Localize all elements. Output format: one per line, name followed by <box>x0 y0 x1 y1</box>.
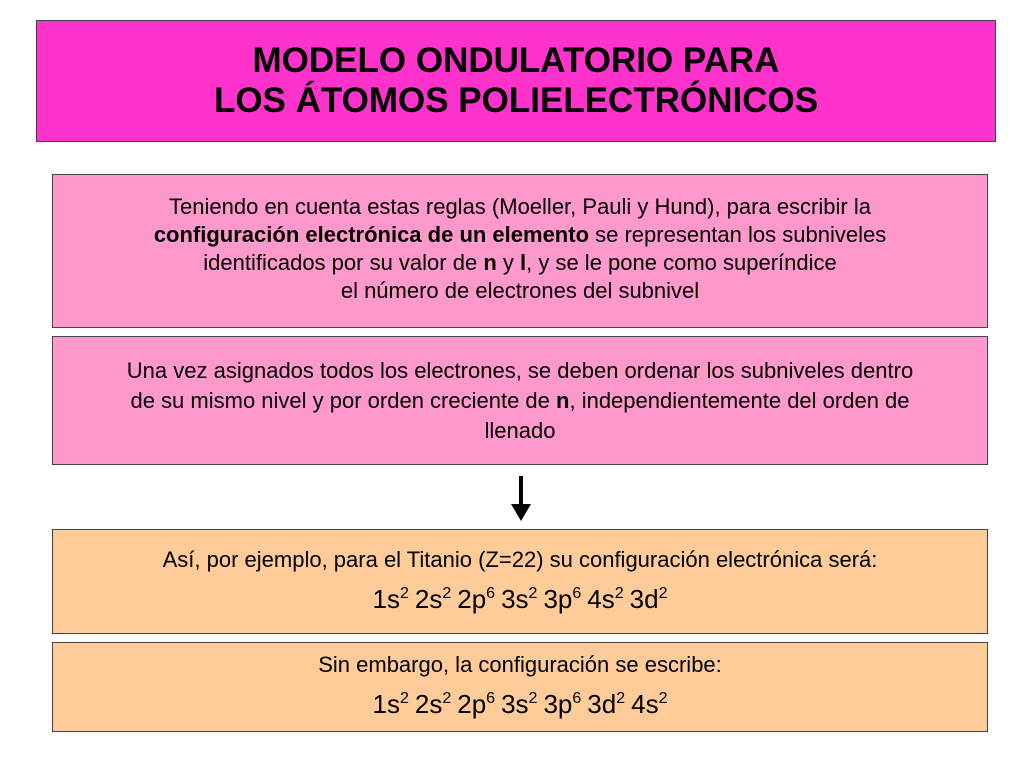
quantum-l: l <box>520 250 527 275</box>
orbital-term <box>543 689 581 719</box>
example-electron-configuration <box>53 584 987 614</box>
orbital-label: 3s <box>501 689 529 719</box>
electron-count: 2 <box>614 585 624 602</box>
rules-line-2 <box>53 221 987 249</box>
orbital-term <box>630 584 668 614</box>
down-arrow-icon <box>508 476 534 522</box>
orbital-label: 4s <box>631 689 659 719</box>
rules-text-3: identificados por su valor de <box>203 250 484 275</box>
rules-bold-term: configuración electrónica de un elemento <box>153 222 590 247</box>
orbital-term <box>501 689 537 719</box>
orbital-term <box>457 584 495 614</box>
title-banner <box>36 20 996 142</box>
orbital-label: 3d <box>587 689 617 719</box>
orbital-term <box>457 689 495 719</box>
electron-count: 2 <box>442 690 452 707</box>
order-text-4: llenado <box>484 418 556 443</box>
title-line-1: MODELO ONDULATORIO PARA <box>252 41 780 80</box>
electron-count: 2 <box>616 690 626 707</box>
order-line-2 <box>53 386 987 416</box>
order-line-3 <box>53 416 987 446</box>
rules-conj: y <box>496 250 520 275</box>
example-text: Así, por ejemplo, para el Titanio (Z=22) su configuración electrónica será: <box>162 547 878 572</box>
rules-line-1 <box>53 193 987 221</box>
orbital-term <box>501 584 537 614</box>
electron-count: 6 <box>486 585 496 602</box>
electron-count: 2 <box>528 585 538 602</box>
orbital-label: 3p <box>543 584 573 614</box>
orbital-label: 1s <box>372 689 400 719</box>
order-text-1: Una vez asignados todos los electrones, se deben ordenar los subniveles dentro <box>126 358 914 383</box>
rules-line-4 <box>53 277 987 305</box>
orbital-term <box>543 584 581 614</box>
quantum-n: n <box>483 250 497 275</box>
orbital-term <box>587 689 625 719</box>
orbital-label: 3p <box>543 689 573 719</box>
electron-count: 2 <box>399 585 409 602</box>
orbital-label: 2p <box>457 689 487 719</box>
rules-text-4: , y se le pone como superíndice <box>526 250 837 275</box>
electron-count: 6 <box>572 690 582 707</box>
orbital-term <box>373 584 409 614</box>
order-paragraph-box <box>52 336 988 465</box>
order-quantum-n: n <box>556 388 570 413</box>
orbital-term <box>373 689 409 719</box>
example-box <box>52 529 988 634</box>
orbital-label: 4s <box>587 584 615 614</box>
rules-text-5: el número de electrones del subnivel <box>340 278 700 303</box>
orbital-term <box>631 689 667 719</box>
orbital-label: 1s <box>372 584 400 614</box>
electron-count: 2 <box>528 690 538 707</box>
electron-count: 2 <box>442 585 452 602</box>
orbital-label: 2s <box>414 584 443 614</box>
electron-count: 2 <box>658 585 668 602</box>
written-electron-configuration <box>53 689 987 719</box>
order-text-2: de su mismo nivel y por orden creciente de <box>130 388 557 413</box>
title-line-2: LOS ÁTOMOS POLIELECTRÓNICOS <box>213 81 819 120</box>
order-text-3: , independientemente del orden de <box>569 388 910 413</box>
electron-count: 6 <box>486 690 496 707</box>
rules-paragraph-box <box>52 174 988 328</box>
electron-count: 2 <box>658 690 668 707</box>
orbital-label: 3s <box>501 584 529 614</box>
orbital-label: 2p <box>457 584 487 614</box>
orbital-term <box>415 584 451 614</box>
written-configuration-box <box>52 642 988 732</box>
rules-text-2: se representan los subniveles <box>589 222 887 247</box>
order-line-1 <box>53 356 987 386</box>
electron-count: 2 <box>399 690 409 707</box>
rules-text-1: Teniendo en cuenta estas reglas (Moeller, Pauli y Hund), para escribir la <box>169 194 871 219</box>
orbital-label: 2s <box>414 689 443 719</box>
note-text: Sin embargo, la configuración se escribe: <box>318 652 722 677</box>
orbital-term <box>587 584 623 614</box>
electron-count: 6 <box>572 585 582 602</box>
rules-line-3 <box>53 249 987 277</box>
orbital-term <box>415 689 451 719</box>
orbital-label: 3d <box>629 584 659 614</box>
